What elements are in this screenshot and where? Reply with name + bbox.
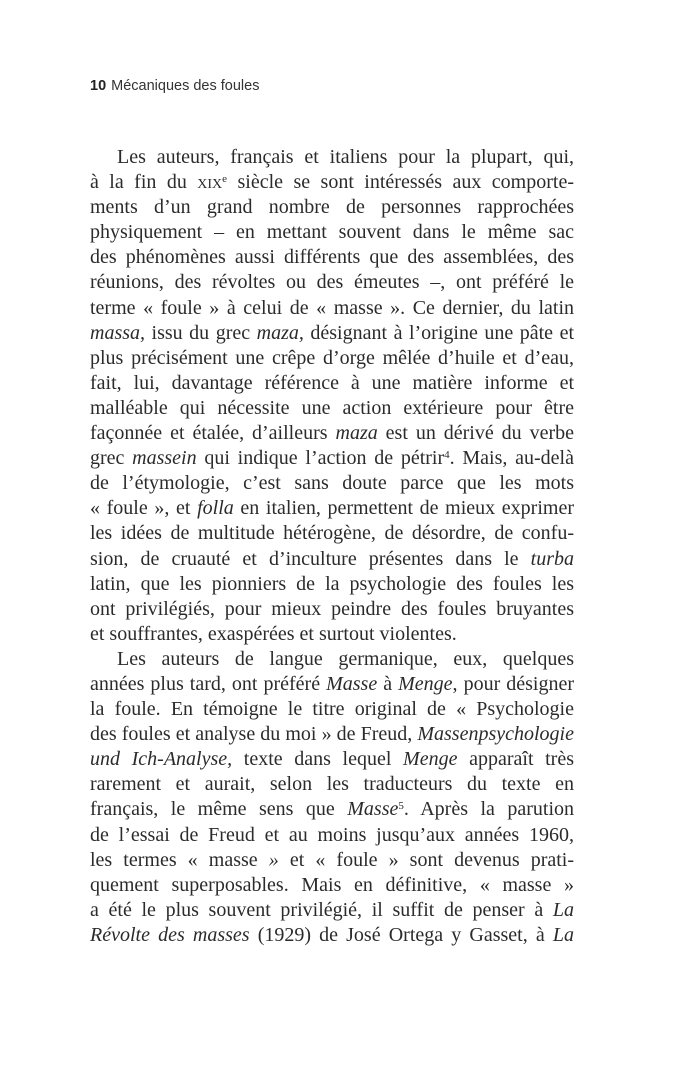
text-line: [90, 547, 574, 572]
text-run: issu du grec: [145, 321, 257, 344]
italic-term: und Ich-Analyse,: [90, 748, 233, 771]
text-run: qui indique l’action de pétrir: [196, 447, 445, 470]
text-line: [90, 170, 574, 195]
text-run: rarement et aurait, selon les traducteurs du texte en: [90, 773, 574, 796]
text-line: [90, 923, 574, 948]
text-line: [90, 647, 574, 672]
text-line: [90, 220, 574, 245]
italic-term: maza,: [256, 321, 304, 344]
text-line: [90, 471, 574, 496]
text-line: [90, 521, 574, 546]
text-run: des foules et analyse du moi » de Freud,: [90, 723, 418, 746]
text-run: plus précisément une crêpe d’orge mêlée d’huile et d’eau,: [90, 346, 574, 369]
running-header: [90, 77, 259, 95]
text-run: . Après la parution: [403, 798, 574, 821]
text-line: [90, 622, 574, 647]
text-line: [90, 371, 574, 396]
text-line: [90, 672, 574, 697]
text-run: sion, de cruauté et d’inculture présentes dans le: [90, 547, 531, 570]
text-line: [90, 195, 574, 220]
text-line: [90, 145, 574, 170]
text-line: [90, 848, 574, 873]
footnote-ref: 5: [398, 800, 404, 813]
italic-term: La: [552, 923, 574, 946]
italic-term: La: [552, 898, 574, 921]
text-run: de l’essai de Freud et au moins jusqu’aux années 1960,: [90, 823, 574, 846]
text-run: fait, lui, davantage référence à une matière informe et: [90, 371, 574, 394]
text-run: texte dans lequel: [232, 748, 404, 771]
text-line: [90, 396, 574, 421]
text-run: français, le même sens que: [90, 798, 348, 821]
italic-term: Menge: [403, 748, 458, 771]
italic-term: turba: [530, 547, 574, 570]
text-run: les idées de multitude hétérogène, de désordre, de confu-: [90, 522, 574, 545]
text-run: malléable qui nécessite une action extérieure pour être: [90, 396, 574, 419]
text-line: [90, 823, 574, 848]
text-run: , pour désigner: [452, 672, 574, 695]
text-run: la foule. En témoigne le titre original de « Psychologie: [90, 698, 574, 721]
text-run: et souffrantes, exaspérées et surtout violentes.: [90, 622, 457, 645]
italic-term: Massenpsychologie: [417, 723, 574, 746]
text-run: de l’étymologie, c’est sans doute parce que les mots: [90, 472, 574, 495]
text-run: quement superposables. Mais en définitive, « masse »: [90, 873, 574, 896]
text-run: façonnée et étalée, d’ailleurs: [90, 422, 336, 445]
text-line: [90, 446, 574, 471]
text-run: (1929) de José Ortega y Gasset, à: [249, 923, 553, 946]
text-line: [90, 797, 574, 822]
italic-term: massa,: [90, 321, 146, 344]
text-run: « foule », et: [90, 497, 198, 520]
text-run: les termes « masse: [90, 848, 269, 871]
footnote-ref: 4: [444, 449, 450, 462]
italic-term: massein: [132, 447, 197, 470]
text-run: a été le plus souvent privilégié, il suffit de penser à: [90, 898, 553, 921]
italic-term: Masse: [347, 798, 399, 821]
text-line: [90, 296, 574, 321]
text-run: années plus tard, ont préféré: [90, 672, 327, 695]
italic-term: Révolte des masses: [90, 923, 250, 946]
text-line: [90, 270, 574, 295]
text-run: réunions, des révoltes ou des émeutes –, ont préféré le: [90, 271, 574, 294]
footnote-ref: e: [222, 173, 228, 186]
text-line: [90, 772, 574, 797]
text-run: terme « foule » à celui de « masse ». Ce dernier, du latin: [90, 296, 574, 319]
italic-term: maza: [335, 422, 378, 445]
text-run: ont privilégiés, pour mieux peindre des foules bruyantes: [90, 597, 574, 620]
text-line: [90, 697, 574, 722]
text-run: physiquement – en mettant souvent dans le même sac: [90, 221, 574, 244]
paragraph: [90, 145, 574, 647]
text-line: [90, 572, 574, 597]
text-run: à: [377, 672, 399, 695]
text-line: [90, 873, 574, 898]
text-run: et « foule » sont devenus prati-: [278, 848, 575, 871]
text-line: [90, 496, 574, 521]
text-line: [90, 898, 574, 923]
text-line: [90, 346, 574, 371]
page-number: 10: [90, 78, 107, 94]
text-run: apparaît très: [457, 748, 574, 771]
text-line: [90, 321, 574, 346]
running-title: Mécaniques des foules: [111, 78, 260, 94]
italic-term: »: [268, 848, 279, 871]
text-run: . Mais, au-delà: [449, 447, 574, 470]
text-run: Les auteurs de langue germanique, eux, quelques: [117, 647, 574, 670]
text-line: [90, 747, 574, 772]
italic-term: Masse: [326, 672, 378, 695]
text-run: Les auteurs, français et italiens pour la plupart, qui,: [117, 146, 574, 168]
text-line: [90, 597, 574, 622]
text-run: en italien, permettent de mieux exprimer: [233, 497, 574, 520]
text-line: [90, 245, 574, 270]
body-text: [90, 145, 574, 948]
text-run: à la fin du: [90, 171, 198, 194]
text-run: est un dérivé du verbe: [377, 422, 575, 445]
italic-term: folla: [197, 497, 234, 520]
text-run: grec: [90, 447, 133, 470]
text-run: latin, que les pionniers de la psychologie des foules les: [90, 572, 574, 595]
text-run: ments d’un grand nombre de personnes rapprochées: [90, 196, 574, 219]
text-run: des phénomènes aussi différents que des assemblées, des: [90, 246, 574, 269]
small-caps-numeral: xix: [197, 171, 223, 194]
text-line: [90, 421, 574, 446]
text-line: [90, 722, 574, 747]
text-run: siècle se sont intéressés aux comporte-: [227, 171, 574, 194]
text-run: désignant à l’origine une pâte et: [303, 321, 575, 344]
italic-term: Menge: [398, 672, 453, 695]
paragraph: [90, 647, 574, 948]
